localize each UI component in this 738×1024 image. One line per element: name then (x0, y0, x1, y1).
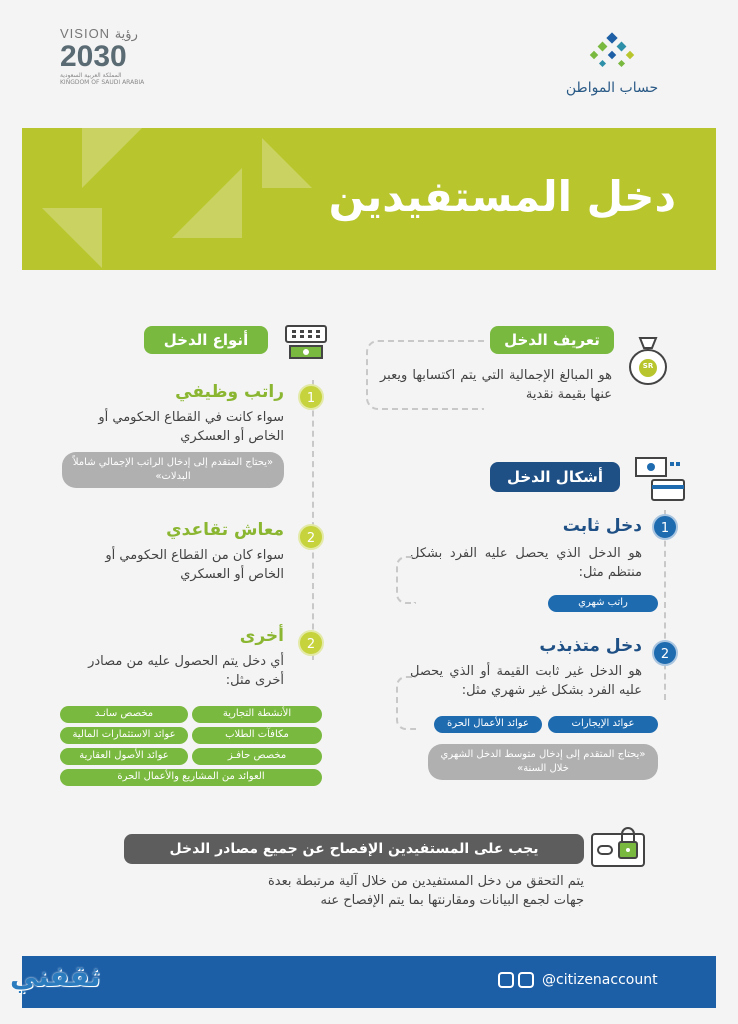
footer-bar (22, 956, 716, 1008)
forms-heading-2: دخل متذبذب (539, 636, 642, 656)
cards-icon (634, 456, 686, 502)
twitter-handle[interactable]: @citizenaccount (542, 972, 658, 988)
types-num-1: 1 (298, 384, 324, 410)
forms-text-2: هو الدخل غير ثابت القيمة أو الذي يحصل عليه الفرد بشكل غير شهري مثل: (410, 664, 642, 698)
youtube-icon[interactable] (498, 972, 514, 988)
forms-bracket-2 (396, 676, 416, 730)
forms-num-1: 1 (652, 514, 678, 540)
citizen-account-logo (552, 32, 672, 96)
kingdom-en: KINGDOM OF SAUDI ARABIA (60, 79, 145, 86)
types-tag-1: الأنشطة التجارية (192, 706, 322, 723)
types-timeline (312, 380, 314, 660)
types-text-2: سواء كان من القطاع الحكومي أو الخاص أو العسكري (105, 548, 284, 582)
types-tag-6: عوائد الأصول العقارية (60, 748, 188, 765)
forms-note-2: «يحتاج المتقدم إلى إدخال متوسط الدخل الشهري خلال السنة» (428, 744, 658, 780)
vision-2030-logo (60, 26, 170, 96)
forms-tag-1: راتب شهري (548, 595, 658, 612)
forms-title: أشكال الدخل (490, 462, 620, 492)
forms-text-1: هو الدخل الذي يحصل عليه الفرد بشكل منتظم مثل: (410, 546, 642, 580)
disclosure-text: يتم التحقق من دخل المستفيدين من خلال آلية مرتبطة بعدة جهات لجمع البيانات ومقارنتها بما يتم الإفصاح عنه (267, 874, 584, 908)
disclosure-title: يجب على المستفيدين الإفصاح عن جميع مصادر الدخل (124, 834, 584, 864)
sr-badge: SR (642, 362, 654, 370)
cash-register-icon (284, 324, 328, 364)
vision-ar: رؤية (114, 26, 138, 41)
types-tag-4: عوائد الاستثمارات المالية (60, 727, 188, 744)
types-text-1: سواء كانت في القطاع الحكومي أو الخاص أو العسكري (98, 410, 284, 444)
vision-word: VISION (60, 26, 111, 41)
forms-tag-2: عوائد الإيجارات (548, 716, 658, 733)
types-title: أنواع الدخل (144, 326, 268, 354)
twitter-icon[interactable] (518, 972, 534, 988)
types-tag-3: مكافآت الطلاب (192, 727, 322, 744)
title-banner (22, 128, 716, 270)
watermark: ثقفني (10, 960, 101, 993)
types-heading-1: راتب وظيفي (175, 382, 284, 402)
page-title: دخل المستفيدين (328, 172, 676, 221)
lock-card-icon (590, 824, 646, 870)
types-heading-3: أخرى (239, 626, 284, 646)
money-bag-icon (626, 332, 670, 386)
vision-year: 2030 (60, 40, 127, 73)
definition-text: هو المبالغ الإجمالية التي يتم اكتسابها ويعبر عنها بقيمة نقدية (380, 368, 612, 402)
types-tag-2: مخصص سانـد (60, 706, 188, 723)
types-note-1: «يحتاج المتقدم إلى إدخال الراتب الإجمالي شاملاً البدلات» (62, 452, 284, 488)
forms-heading-1: دخل ثابت (562, 516, 642, 536)
forms-tag-3: عوائد الأعمال الحرة (434, 716, 542, 733)
citizen-account-icon (589, 32, 635, 72)
kingdom-ar: المملكة العربية السعودية (60, 72, 122, 79)
types-num-3: 2 (298, 630, 324, 656)
definition-title: تعريف الدخل (490, 326, 614, 354)
types-text-3: أي دخل يتم الحصول عليه من مصادر أخرى مثل: (88, 654, 284, 688)
types-tag-5: مخصص حافـز (192, 748, 322, 765)
brand-label: حساب المواطن (565, 80, 659, 96)
types-tag-7: العوائد من المشاريع والأعمال الحرة (60, 769, 322, 786)
types-heading-2: معاش تقاعدي (166, 520, 284, 540)
types-num-2: 2 (298, 524, 324, 550)
forms-bracket-1 (396, 556, 416, 604)
forms-num-2: 2 (652, 640, 678, 666)
